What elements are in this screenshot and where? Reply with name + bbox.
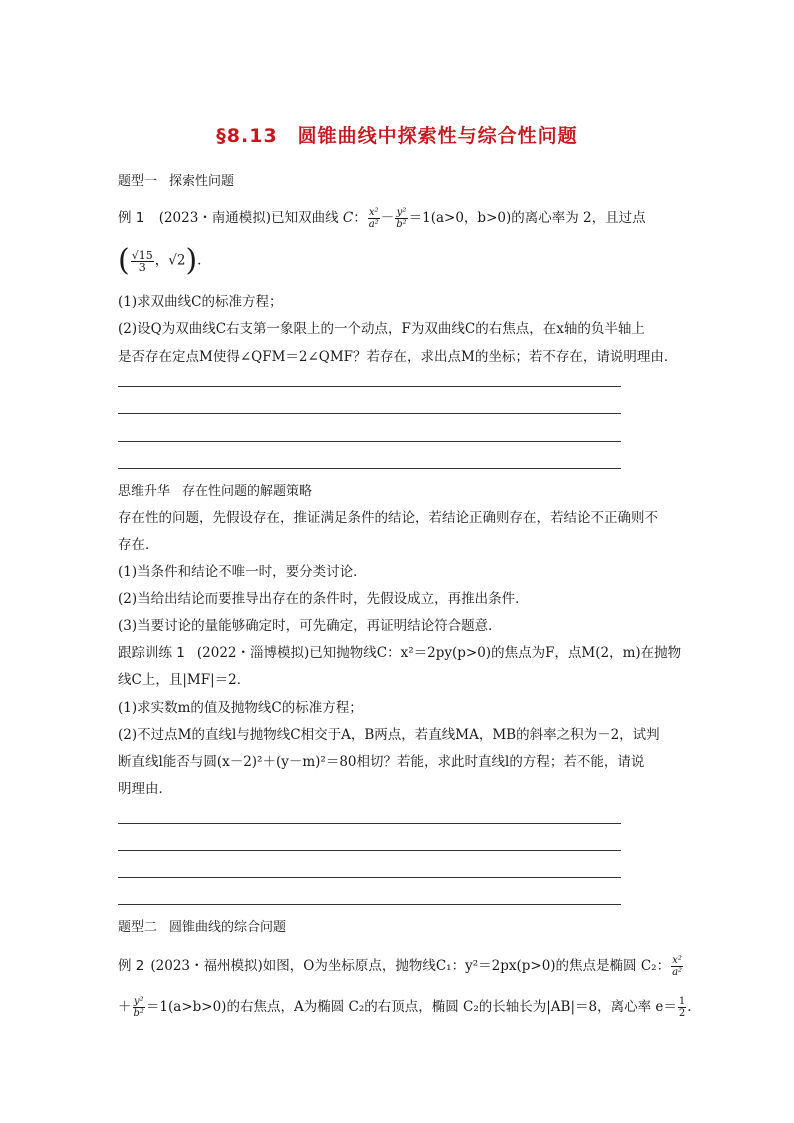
training1-question2-line3: 明理由． [118, 781, 172, 797]
example1-question2-line1: (2)设Q为双曲线C右支第一象限上的一个动点，F为双曲线C的右焦点，在x轴的负半轴上 [118, 321, 645, 337]
example1-question1: (1)求双曲线C的标准方程； [118, 294, 283, 310]
answer-line [118, 413, 621, 414]
section-number: 题型二 [118, 920, 158, 935]
training1-question2-line2: 断直线l能否与圆(x－2)²＋(y－m)²＝80相切？若能，求此时直线l的方程；若不能，请说 [118, 754, 645, 770]
section-title: 探索性问题 [169, 174, 235, 189]
answer-line [118, 877, 621, 878]
fraction-y2-b2: $\frac{\text{y²}}{\text{b²}}$ [396, 207, 407, 230]
strategy-heading [118, 482, 312, 502]
example1-line1: 例 1 (2023・南通模拟)已知双曲线 C： $\frac{\text{x²}}{\text{a²}}$ － $\frac{\text{y²}}{\text{b²}}$ ＝1(a>0，b>0)的离心率为 2，且过点 [118, 207, 646, 230]
fraction-x2-a2: $\frac{\text{x²}}{\text{a²}}$ [368, 207, 379, 230]
answer-line [118, 386, 621, 387]
example-source: (2023・南通模拟)已知双曲线 [158, 210, 339, 226]
example-label: 例 2 [118, 958, 145, 974]
example2-line1 [118, 955, 684, 978]
answer-line [118, 823, 621, 824]
training-label: 跟踪训练 1 [118, 645, 185, 661]
training1-question1: (1)求实数m的值及抛物线C的标准方程； [118, 700, 363, 716]
curve-name: C [342, 210, 354, 226]
example1-point: ( $\frac{√15}{3}$ ，√2). [118, 243, 202, 278]
minus-sign: － [380, 210, 395, 226]
strategy-item: (3)当要讨论的量能够确定时，可先确定，再证明结论符合题意． [118, 618, 502, 634]
example2-line2 [118, 996, 692, 1019]
fraction-sqrt15-3: $\frac{√15}{3}$ [131, 248, 153, 274]
strategy-item: (1)当条件和结论不唯一时，要分类讨论． [118, 564, 367, 580]
strategy-label: 思维升华 [118, 484, 171, 499]
plus-sign: ＋ [118, 999, 132, 1015]
answer-line [118, 904, 621, 905]
strategy-item: (2)当给出结论而要推导出存在的条件时，先假设成立，再推出条件． [118, 591, 529, 607]
page-title: §8.13 圆锥曲线中探索性与综合性问题 [216, 125, 578, 147]
equation-tail: ＝1(a>0，b>0)的离心率为 2，且过点 [408, 210, 646, 226]
training1-line2: 线C上，且|MF|＝2． [118, 672, 251, 688]
answer-line [118, 468, 621, 469]
end-period: . [687, 999, 692, 1015]
training-text: (2022・淄博模拟)已知抛物线C：x²＝2py(p>0)的焦点为F，点M(2，m)在抛物 [196, 645, 682, 661]
strategy-paragraph-line2: 存在． [118, 537, 159, 553]
section-title: 圆锥曲线的综合问题 [169, 920, 287, 935]
section-number: 题型一 [118, 174, 158, 189]
answer-line [118, 850, 621, 851]
strategy-title: 存在性问题的解题策略 [182, 484, 313, 499]
answer-line [118, 441, 621, 442]
example1-question2-line2: 是否存在定点M使得∠QFM＝2∠QMF？若存在，求出点M的坐标；若不存在，请说明理由． [118, 349, 678, 365]
section-heading-1 [118, 172, 234, 192]
point-second-coordinate: ，√2 [154, 252, 186, 269]
training1-question2-line1: (2)不过点M的直线l与抛物线C相交于A，B两点，若直线MA，MB的斜率之积为－2，试判 [118, 727, 660, 743]
section-heading-2 [118, 918, 286, 938]
point-period: . [197, 252, 202, 269]
strategy-paragraph-line1: 存在性的问题，先假设存在，推证满足条件的结论，若结论正确则存在，若结论不正确则不 [118, 510, 658, 526]
training1-line1 [118, 643, 681, 663]
fraction-x2-a2: $\frac{\text{x²}}{\text{a²}}$ [672, 955, 683, 978]
example-label: 例 1 [118, 210, 145, 226]
example-text: ＝1(a>b>0)的右焦点，A为椭圆 C₂的右顶点，椭圆 C₂的长轴长为|AB|＝8，离心率 e＝ [145, 999, 677, 1015]
fraction-one-half: $\frac{1}{2}$ [678, 996, 686, 1019]
example-text: (2023・福州模拟)如图，O为坐标原点，抛物线C₁：y²＝2px(p>0)的焦点是椭圆 C₂： [150, 958, 671, 974]
fraction-y2-b2: $\frac{\text{y²}}{\text{b²}}$ [133, 996, 144, 1019]
